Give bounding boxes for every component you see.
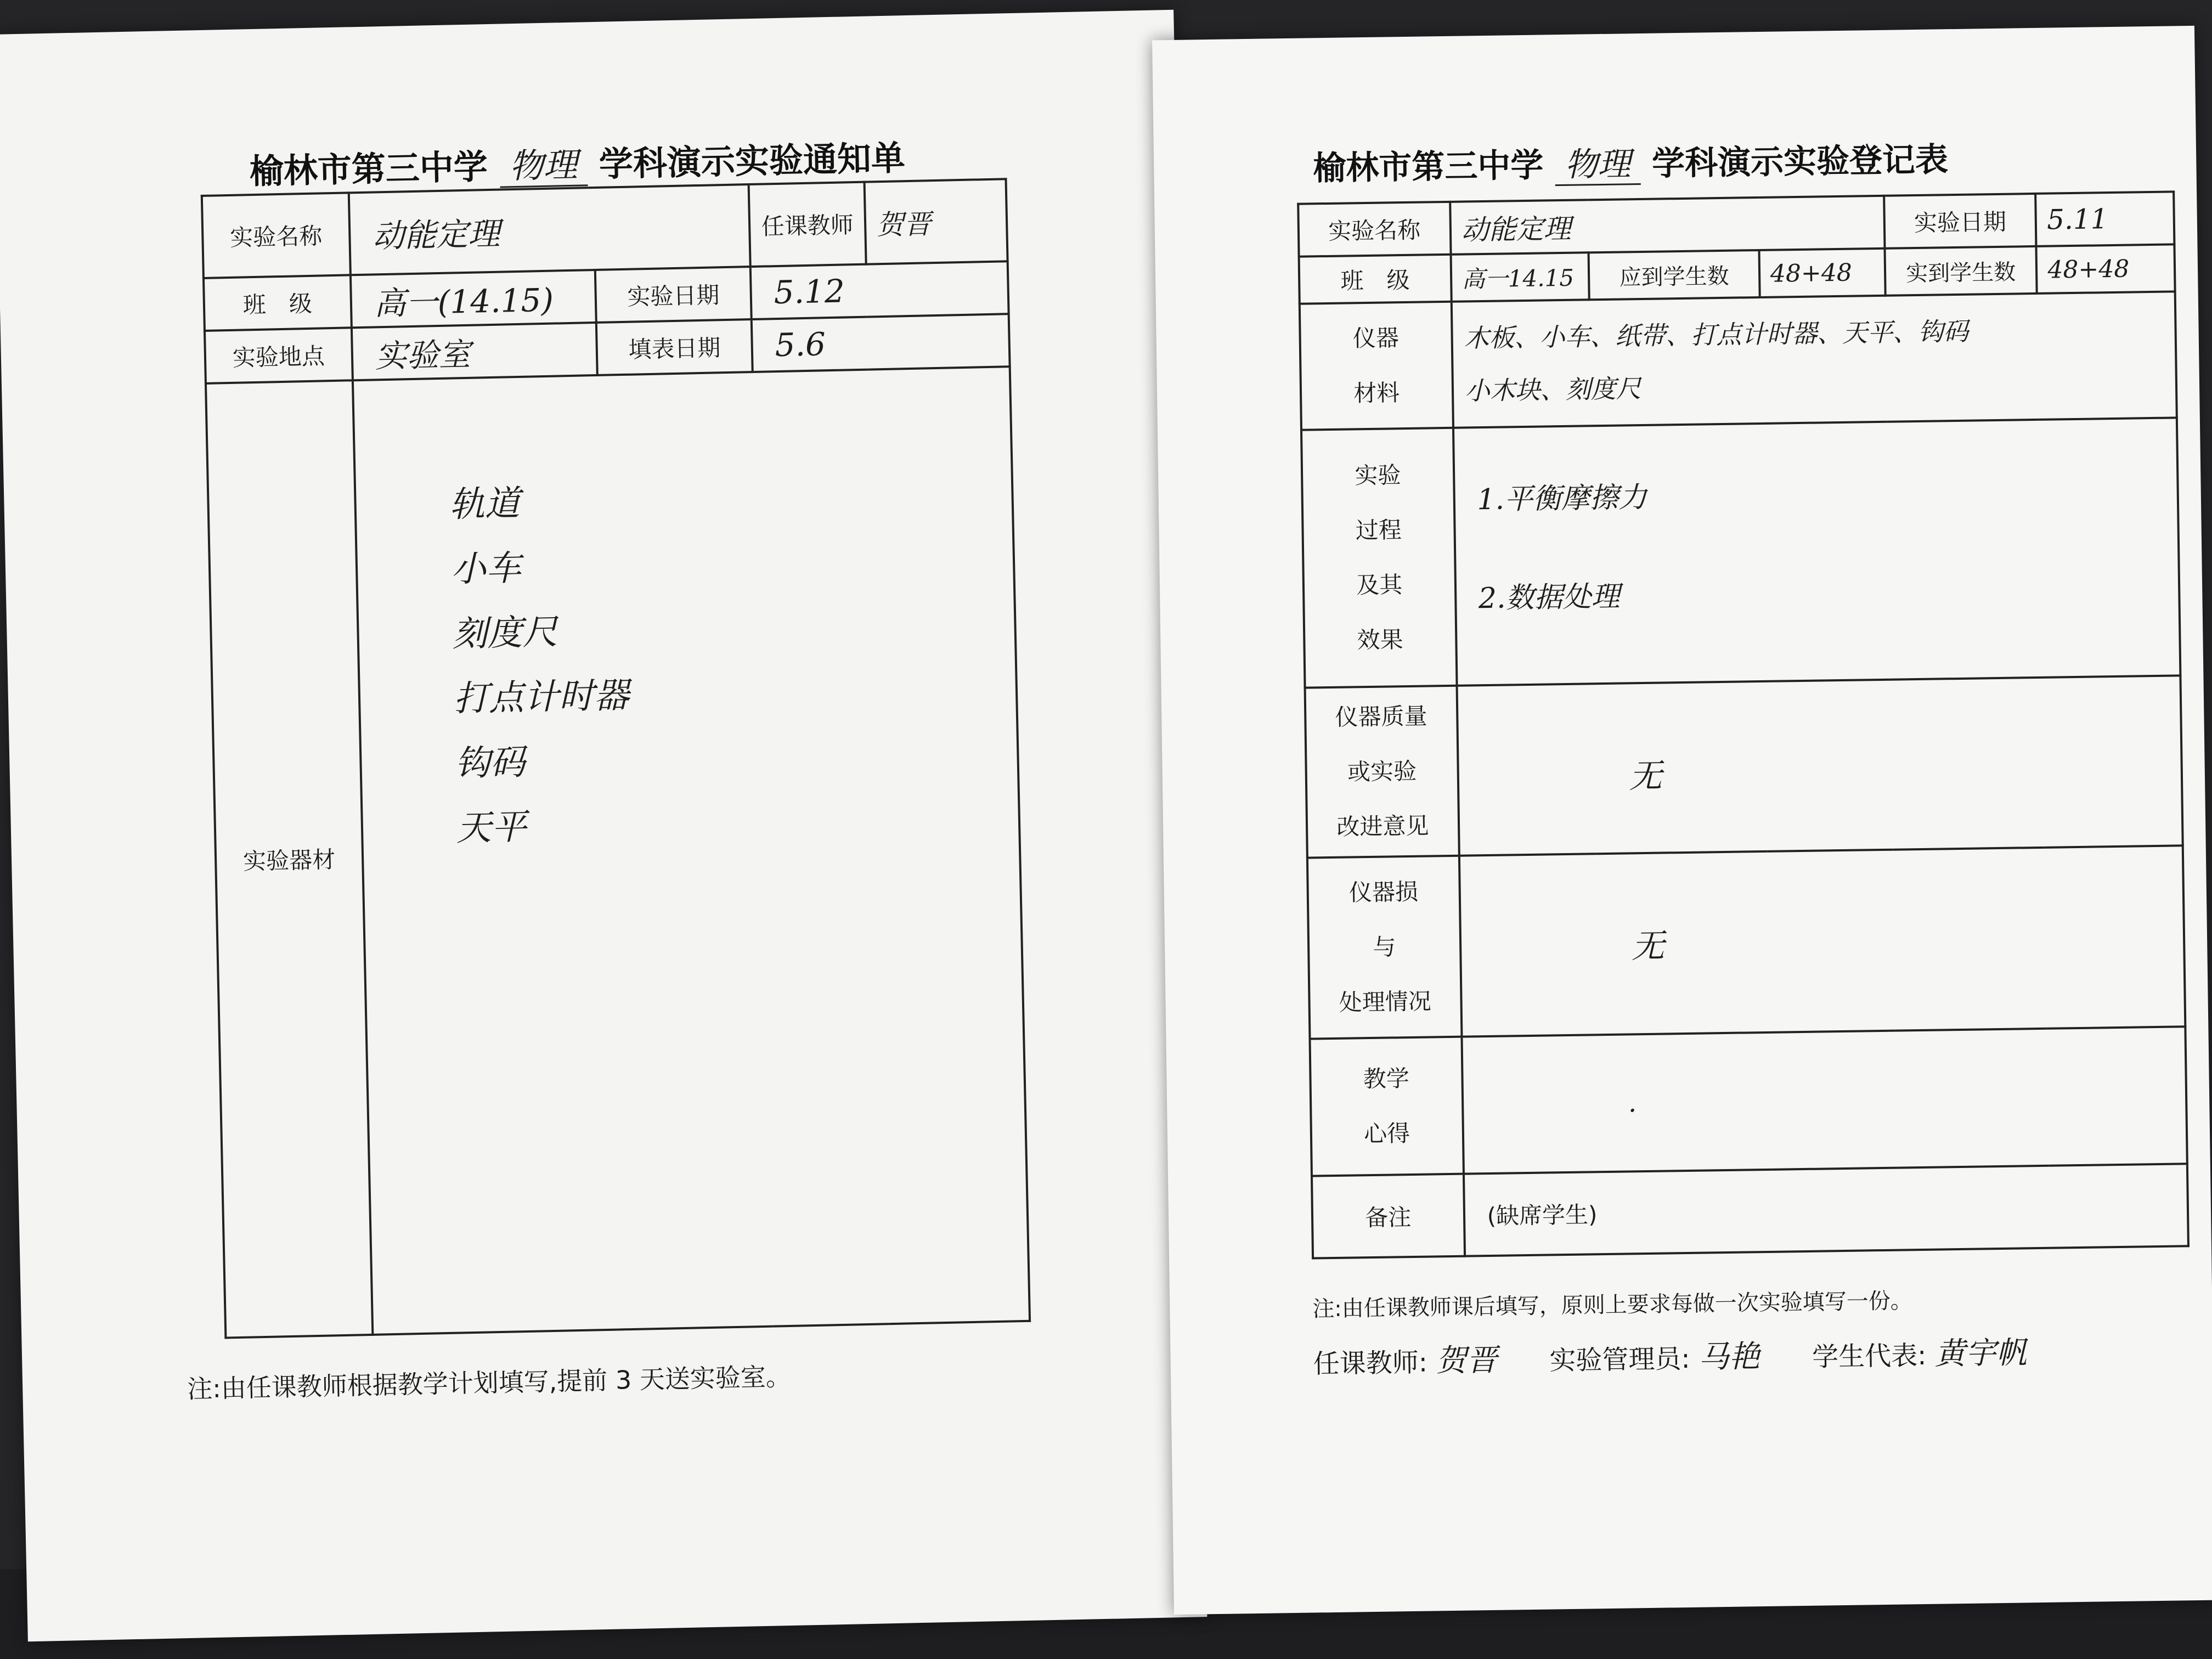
notice-form-note: 注:由任课教师根据教学计划填写,提前 3 天送实验室。 — [187, 1361, 792, 1404]
value-remarks: (缺席学生) — [1464, 1164, 2188, 1256]
equipment-list — [353, 366, 1030, 1335]
label-damage: 仪器损 与 处理情况 — [1307, 856, 1462, 1039]
equipment-item: 刻度尺 — [452, 612, 558, 655]
label-remarks: 备注 — [1312, 1174, 1465, 1259]
label-actual: 实到学生数 — [1884, 246, 2037, 296]
value-exp-date: 5.11 — [2035, 191, 2174, 246]
register-form-title — [1313, 133, 1949, 189]
label-instruments: 仪器 材料 — [1300, 302, 1453, 430]
label-place: 实验地点 — [205, 328, 353, 383]
equipment-item: 轨道 — [449, 483, 521, 526]
equipment-item: 小车 — [450, 548, 522, 590]
label-exp-date: 实验日期 — [595, 267, 751, 323]
signature-line — [1313, 1328, 2071, 1382]
student-sig-label: 学生代表: — [1812, 1340, 1927, 1373]
student-signature: 黄宇帆 — [1934, 1335, 2027, 1372]
value-damage: 无 — [1459, 845, 2185, 1036]
value-actual: 48+48 — [2036, 244, 2175, 294]
value-exp-name: 动能定理 — [348, 184, 750, 275]
label-fill-date: 填表日期 — [596, 319, 752, 375]
label-class: 班 级 — [1299, 255, 1452, 304]
label-quality: 仪器质量 或实验 改进意见 — [1305, 686, 1459, 858]
label-equipment: 实验器材 — [206, 380, 373, 1338]
value-exp-name: 动能定理 — [1450, 196, 1884, 255]
title-subject: 物理 — [499, 144, 588, 188]
value-exp-date: 5.12 — [751, 261, 1009, 319]
label-reflection: 教学 心得 — [1310, 1037, 1463, 1176]
value-place: 实验室 — [352, 323, 598, 380]
value-instruments: 木板、小车、纸带、打点计时器、天平、钩码 小木块、刻度尺 — [1451, 291, 2177, 427]
value-class: 高一(14.15) — [351, 270, 597, 328]
label-expected: 应到学生数 — [1589, 250, 1760, 300]
label-exp-name: 实验名称 — [1298, 202, 1451, 257]
label-teacher: 任课教师 — [748, 182, 866, 267]
notice-form-sheet — [0, 10, 1207, 1641]
manager-sig-label: 实验管理员: — [1549, 1343, 1691, 1376]
label-class: 班 级 — [204, 275, 352, 331]
value-fill-date: 5.6 — [752, 314, 1010, 372]
value-teacher: 贺晋 — [865, 179, 1008, 264]
value-class: 高一14.15 — [1451, 252, 1589, 302]
title-prefix: 榆林市第三中学 — [1312, 146, 1544, 188]
equipment-item: 打点计时器 — [453, 675, 630, 720]
title-suffix: 学科演示实验通知单 — [599, 138, 906, 184]
value-process: 1.平衡摩擦力 2.数据处理 — [1453, 417, 2181, 685]
value-expected: 48+48 — [1759, 249, 1885, 297]
register-form-table — [1297, 190, 2190, 1259]
title-subject: 物理 — [1555, 145, 1641, 186]
equipment-item: 天平 — [455, 806, 527, 849]
register-form-sheet — [1152, 26, 2212, 1615]
label-exp-name: 实验名称 — [202, 193, 351, 278]
equipment-item: 钩码 — [454, 742, 526, 785]
teacher-sig-label: 任课教师: — [1313, 1347, 1428, 1380]
register-form-note: 注:由任课教师课后填写，原则上要求每做一次实验填写一份。 — [1312, 1288, 1913, 1322]
title-suffix: 学科演示实验登记表 — [1651, 140, 1949, 183]
manager-signature: 马艳 — [1698, 1339, 1760, 1375]
notice-form-table — [201, 178, 1031, 1339]
label-exp-date: 实验日期 — [1884, 194, 2036, 249]
title-prefix: 榆林市第三中学 — [249, 146, 488, 192]
value-reflection: . — [1462, 1026, 2187, 1173]
value-quality: 无 — [1457, 675, 2183, 855]
label-process: 实验 过程 及其 效果 — [1301, 428, 1457, 688]
teacher-signature: 贺晋 — [1435, 1342, 1498, 1379]
